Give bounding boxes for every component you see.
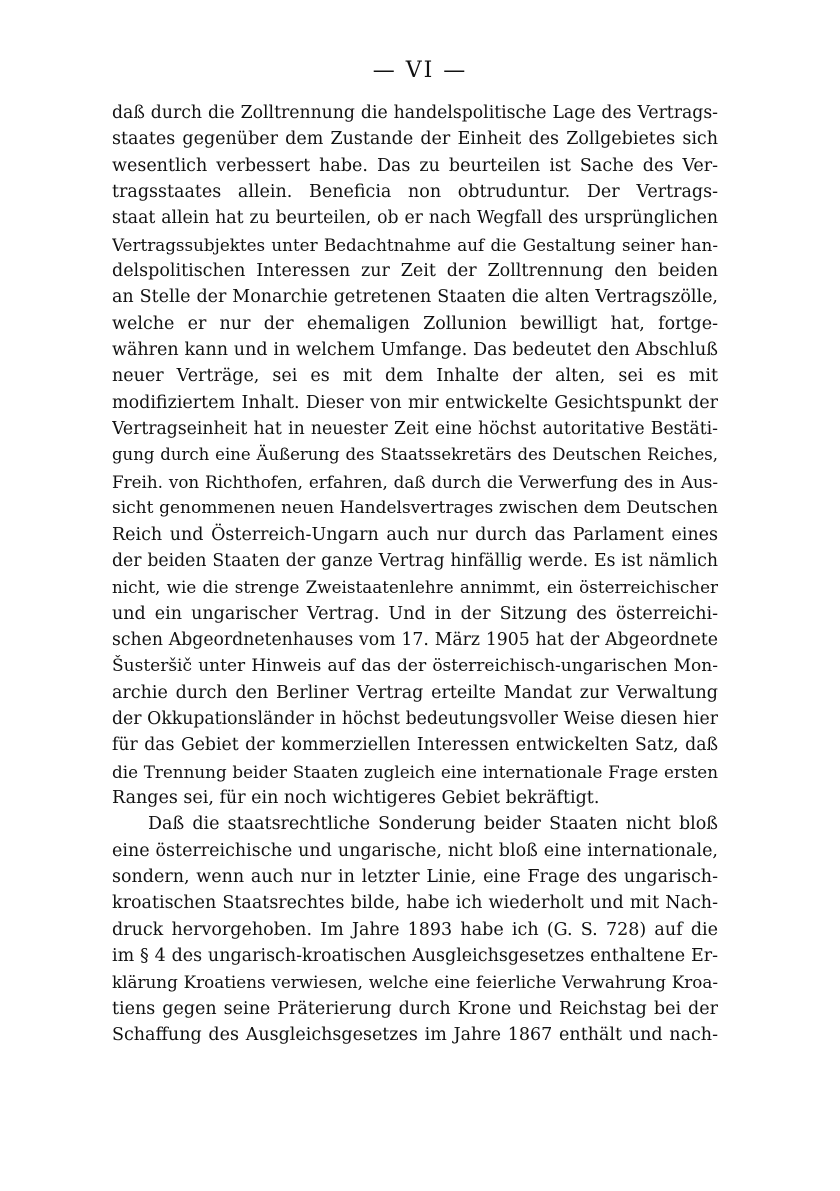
text-line: im § 4 des ungarisch-kroatischen Ausgleichsgesetzes enthaltene Er- [112,946,718,966]
text-line: der beiden Staaten der ganze Vertrag hinfällig werde. Es ist nämlich [112,550,718,571]
text-line: welche er nur der ehemaligen Zollunion bewilligt hat, fortge- [112,313,718,334]
text-line: kroatischen Staatsrechtes bilde, habe ich wiederholt und mit Nach- [112,893,718,914]
text-line: klärung Kroatiens verwiesen, welche eine feierliche Verwahrung Kroa- [112,972,718,993]
text-line: modifiziertem Inhalt. Dieser von mir entwickelte Gesichtspunkt der [112,392,718,413]
page-number: — VI — [372,58,468,83]
text-line: Šusteršič unter Hinweis auf das der österreichisch-ungarischen Mon- [112,656,718,677]
text-line: sondern, wenn auch nur in letzter Linie, eine Frage des ungarisch- [112,866,718,887]
text-line: tiens gegen seine Präterierung durch Krone und Reichstag bei der [112,998,718,1019]
text-line: staates gegenüber dem Zustande der Einheit des Zollgebietes sich [112,129,718,150]
text-line: und ein ungarischer Vertrag. Und in der Sitzung des österreichi- [112,603,718,624]
text-line: der Okkupationsländer in höchst bedeutungsvoller Weise diesen hier [112,708,718,729]
text-line: Daß die staatsrechtliche Sonderung beider Staaten nicht bloß [148,814,718,835]
text-line: eine österreichische und ungarische, nicht bloß eine internationale, [112,840,718,861]
text-line: wesentlich verbessert habe. Das zu beurteilen ist Sache des Ver- [112,155,718,176]
text-line: Vertragssubjektes unter Bedachtnahme auf die Gestaltung seiner han- [112,234,718,255]
text-line: währen kann und in welchem Umfange. Das bedeutet den Abschluß [112,340,718,361]
text-line: an Stelle der Monarchie getretenen Staaten die alten Vertragszölle, [112,287,718,308]
text-line: staat allein hat zu beurteilen, ob er nach Wegfall des ursprünglichen [112,208,718,229]
text-line: Freih. von Richthofen, erfahren, daß durch die Verwerfung des in Aus- [112,471,718,492]
text-line: gung durch eine Äußerung des Staatssekretärs des Deutschen Reiches, [112,445,718,465]
text-line: nicht, wie die strenge Zweistaatenlehre annimmt, ein österreichischer [112,577,718,598]
text-line: die Trennung beider Staaten zugleich eine internationale Frage ersten [112,761,718,782]
text-line: Schaffung des Ausgleichsgesetzes im Jahre 1867 enthält und nach- [112,1025,718,1046]
text-line: tragsstaates allein. Beneficia non obtruduntur. Der Vertrags- [112,182,718,203]
text-body [112,100,718,1048]
text-line: archie durch den Berliner Vertrag erteilte Mandat zur Verwaltung [112,682,718,703]
text-line: druck hervorgehoben. Im Jahre 1893 habe ich (G. S. 728) auf die [112,919,718,940]
text-line: Ranges sei, für ein noch wichtigeres Gebiet bekräftigt. [112,787,600,808]
text-line: schen Abgeordnetenhauses vom 17. März 1905 hat der Abgeordnete [112,629,718,650]
text-line: Vertragseinheit hat in neuester Zeit eine höchst autoritative Bestäti- [112,419,718,440]
text-line: neuer Verträge, sei es mit dem Inhalte der alten, sei es mit [112,366,718,387]
text-line: delspolitischen Interessen zur Zeit der Zolltrennung den beiden [112,261,718,282]
text-line: Reich und Österreich-Ungarn auch nur durch das Parlament eines [112,524,718,545]
paragraph-2 [112,811,718,1048]
text-line: sicht genommenen neuen Handelsvertrages zwischen dem Deutschen [112,498,718,519]
text-line: daß durch die Zolltrennung die handelspolitische Lage des Vertrags- [112,103,718,123]
text-line: für das Gebiet der kommerziellen Interessen entwickelten Satz, daß [112,735,718,756]
paragraph-1 [112,100,718,811]
